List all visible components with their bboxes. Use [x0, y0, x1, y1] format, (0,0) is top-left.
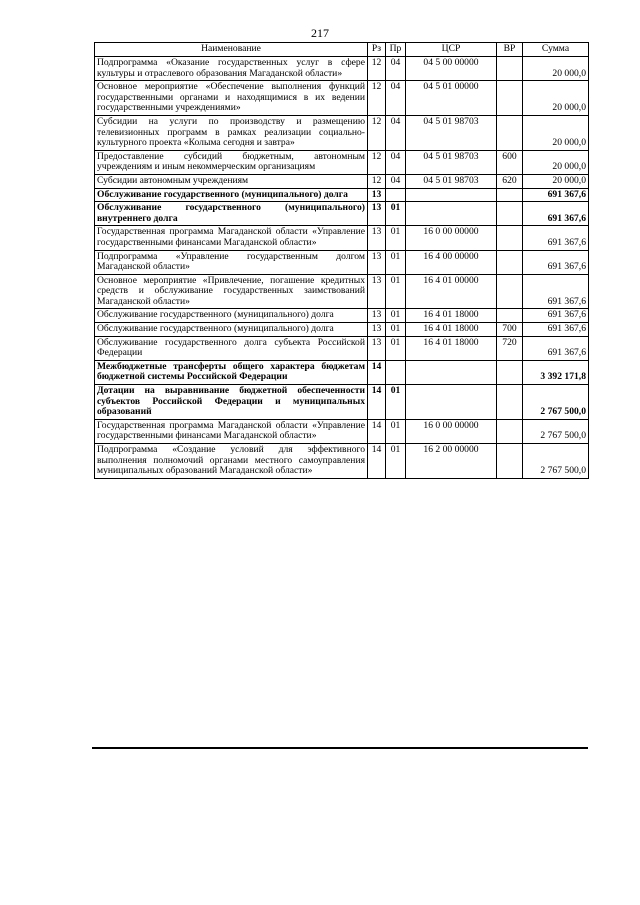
row-vr-cell	[497, 226, 523, 250]
row-sum-cell: 691 367,6	[523, 188, 589, 202]
row-rz-cell: 12	[368, 57, 386, 81]
row-sum-cell: 20 000,0	[523, 57, 589, 81]
row-name-cell: Подпрограмма «Создание условий для эффективного выполнения полномочий органами местного самоуправления муниципальных образований Магаданской области»	[95, 444, 368, 479]
row-name-cell: Обслуживание государственного (муниципального) долга	[95, 323, 368, 337]
row-name-cell: Основное мероприятие «Обеспечение выполнения функций государственными органами и находящимися в их ведении государственными учреждениями»	[95, 81, 368, 116]
row-pr-cell: 01	[386, 323, 406, 337]
row-rz-cell: 12	[368, 81, 386, 116]
table-row	[95, 360, 589, 384]
row-name-cell: Подпрограмма «Управление государственным долгом Магаданской области»	[95, 250, 368, 274]
row-vr-cell: 620	[497, 174, 523, 188]
row-csr-cell: 16 2 00 00000	[406, 444, 497, 479]
table-row	[95, 57, 589, 81]
row-pr-cell: 01	[386, 202, 406, 226]
row-name-cell: Обслуживание государственного (муниципального) долга	[95, 188, 368, 202]
row-rz-cell: 13	[368, 336, 386, 360]
row-vr-cell: 720	[497, 336, 523, 360]
row-sum-cell: 2 767 500,0	[523, 419, 589, 443]
page-number: 217	[311, 26, 329, 40]
header-name: Наименование	[95, 43, 368, 57]
row-rz-cell: 14	[368, 419, 386, 443]
row-name-cell: Подпрограмма «Оказание государственных услуг в сфере культуры и отраслевого образования Магаданской области»	[95, 57, 368, 81]
row-rz-cell: 12	[368, 150, 386, 174]
row-vr-cell	[497, 57, 523, 81]
table-row	[95, 323, 589, 337]
table-row	[95, 174, 589, 188]
row-vr-cell	[497, 81, 523, 116]
row-name-cell: Обслуживание государственного долга субъекта Российской Федерации	[95, 336, 368, 360]
row-rz-cell: 13	[368, 202, 386, 226]
row-sum-cell: 20 000,0	[523, 81, 589, 116]
row-sum-cell: 691 367,6	[523, 274, 589, 309]
table-body	[95, 57, 589, 479]
table-row	[95, 250, 589, 274]
table-row	[95, 150, 589, 174]
row-vr-cell	[497, 309, 523, 323]
row-name-cell: Предоставление субсидий бюджетным, автономным учреждениям и иным некоммерческим организациям	[95, 150, 368, 174]
header-pr: Пр	[386, 43, 406, 57]
row-name-cell: Государственная программа Магаданской области «Управление государственными финансами Магаданской области»	[95, 419, 368, 443]
row-vr-cell	[497, 250, 523, 274]
row-rz-cell: 14	[368, 360, 386, 384]
row-rz-cell: 14	[368, 444, 386, 479]
row-csr-cell: 04 5 01 98703	[406, 174, 497, 188]
row-csr-cell: 16 4 01 18000	[406, 336, 497, 360]
row-csr-cell: 16 0 00 00000	[406, 226, 497, 250]
row-vr-cell	[497, 385, 523, 420]
row-csr-cell: 16 0 00 00000	[406, 419, 497, 443]
row-pr-cell: 01	[386, 336, 406, 360]
row-sum-cell: 691 367,6	[523, 323, 589, 337]
table-header-row	[95, 43, 589, 57]
row-sum-cell: 20 000,0	[523, 115, 589, 150]
row-csr-cell	[406, 202, 497, 226]
row-pr-cell	[386, 360, 406, 384]
row-csr-cell	[406, 385, 497, 420]
header-vr: ВР	[497, 43, 523, 57]
row-rz-cell: 13	[368, 188, 386, 202]
header-rz: Рз	[368, 43, 386, 57]
row-rz-cell: 12	[368, 115, 386, 150]
row-csr-cell: 16 4 01 18000	[406, 309, 497, 323]
row-pr-cell: 01	[386, 274, 406, 309]
row-vr-cell	[497, 115, 523, 150]
row-pr-cell: 01	[386, 444, 406, 479]
row-rz-cell: 13	[368, 226, 386, 250]
row-pr-cell: 04	[386, 81, 406, 116]
row-name-cell: Обслуживание государственного (муниципального) внутреннего долга	[95, 202, 368, 226]
row-vr-cell	[497, 360, 523, 384]
row-sum-cell: 691 367,6	[523, 226, 589, 250]
bottom-rule	[92, 747, 588, 749]
table-row	[95, 309, 589, 323]
row-csr-cell: 04 5 00 00000	[406, 57, 497, 81]
table-row	[95, 115, 589, 150]
table-row	[95, 274, 589, 309]
row-pr-cell	[386, 188, 406, 202]
row-vr-cell	[497, 419, 523, 443]
row-pr-cell: 01	[386, 309, 406, 323]
row-rz-cell: 12	[368, 174, 386, 188]
row-csr-cell: 04 5 01 98703	[406, 115, 497, 150]
row-pr-cell: 01	[386, 226, 406, 250]
row-sum-cell: 3 392 171,8	[523, 360, 589, 384]
row-rz-cell: 13	[368, 323, 386, 337]
row-csr-cell	[406, 360, 497, 384]
row-pr-cell: 01	[386, 250, 406, 274]
header-sum: Сумма	[523, 43, 589, 57]
row-sum-cell: 20 000,0	[523, 174, 589, 188]
row-vr-cell: 700	[497, 323, 523, 337]
table-row	[95, 336, 589, 360]
row-pr-cell: 04	[386, 115, 406, 150]
row-rz-cell: 13	[368, 309, 386, 323]
row-vr-cell: 600	[497, 150, 523, 174]
row-sum-cell: 2 767 500,0	[523, 444, 589, 479]
row-pr-cell: 01	[386, 419, 406, 443]
row-sum-cell: 691 367,6	[523, 250, 589, 274]
row-name-cell: Обслуживание государственного (муниципального) долга	[95, 309, 368, 323]
header-csr: ЦСР	[406, 43, 497, 57]
table-row	[95, 419, 589, 443]
row-csr-cell: 16 4 00 00000	[406, 250, 497, 274]
row-sum-cell: 2 767 500,0	[523, 385, 589, 420]
row-name-cell: Субсидии на услуги по производству и размещению телевизионных программ в рамках реализации социально-культурного проекта «Колыма сегодня и завтра»	[95, 115, 368, 150]
row-sum-cell: 691 367,6	[523, 336, 589, 360]
row-pr-cell: 04	[386, 57, 406, 81]
row-csr-cell: 04 5 01 00000	[406, 81, 497, 116]
row-vr-cell	[497, 444, 523, 479]
row-pr-cell: 04	[386, 150, 406, 174]
row-vr-cell	[497, 202, 523, 226]
table-row	[95, 385, 589, 420]
row-csr-cell	[406, 188, 497, 202]
row-rz-cell: 13	[368, 274, 386, 309]
table-row	[95, 202, 589, 226]
row-sum-cell: 691 367,6	[523, 309, 589, 323]
table-row	[95, 444, 589, 479]
table-row	[95, 81, 589, 116]
row-name-cell: Государственная программа Магаданской области «Управление государственными финансами Магаданской области»	[95, 226, 368, 250]
row-rz-cell: 13	[368, 250, 386, 274]
row-vr-cell	[497, 274, 523, 309]
row-name-cell: Дотации на выравнивание бюджетной обеспеченности субъектов Российской Федерации и муниципальных образований	[95, 385, 368, 420]
row-vr-cell	[497, 188, 523, 202]
row-csr-cell: 16 4 01 00000	[406, 274, 497, 309]
table-row	[95, 226, 589, 250]
row-name-cell: Межбюджетные трансферты общего характера бюджетам бюджетной системы Российской Федерации	[95, 360, 368, 384]
row-name-cell: Основное мероприятие «Привлечение, погашение кредитных средств и обслуживание государственных заимствований Магаданской области»	[95, 274, 368, 309]
table-row	[95, 188, 589, 202]
row-name-cell: Субсидии автономным учреждениям	[95, 174, 368, 188]
row-pr-cell: 01	[386, 385, 406, 420]
row-sum-cell: 691 367,6	[523, 202, 589, 226]
row-csr-cell: 04 5 01 98703	[406, 150, 497, 174]
budget-table	[94, 42, 589, 479]
row-csr-cell: 16 4 01 18000	[406, 323, 497, 337]
row-rz-cell: 14	[368, 385, 386, 420]
row-pr-cell: 04	[386, 174, 406, 188]
row-sum-cell: 20 000,0	[523, 150, 589, 174]
